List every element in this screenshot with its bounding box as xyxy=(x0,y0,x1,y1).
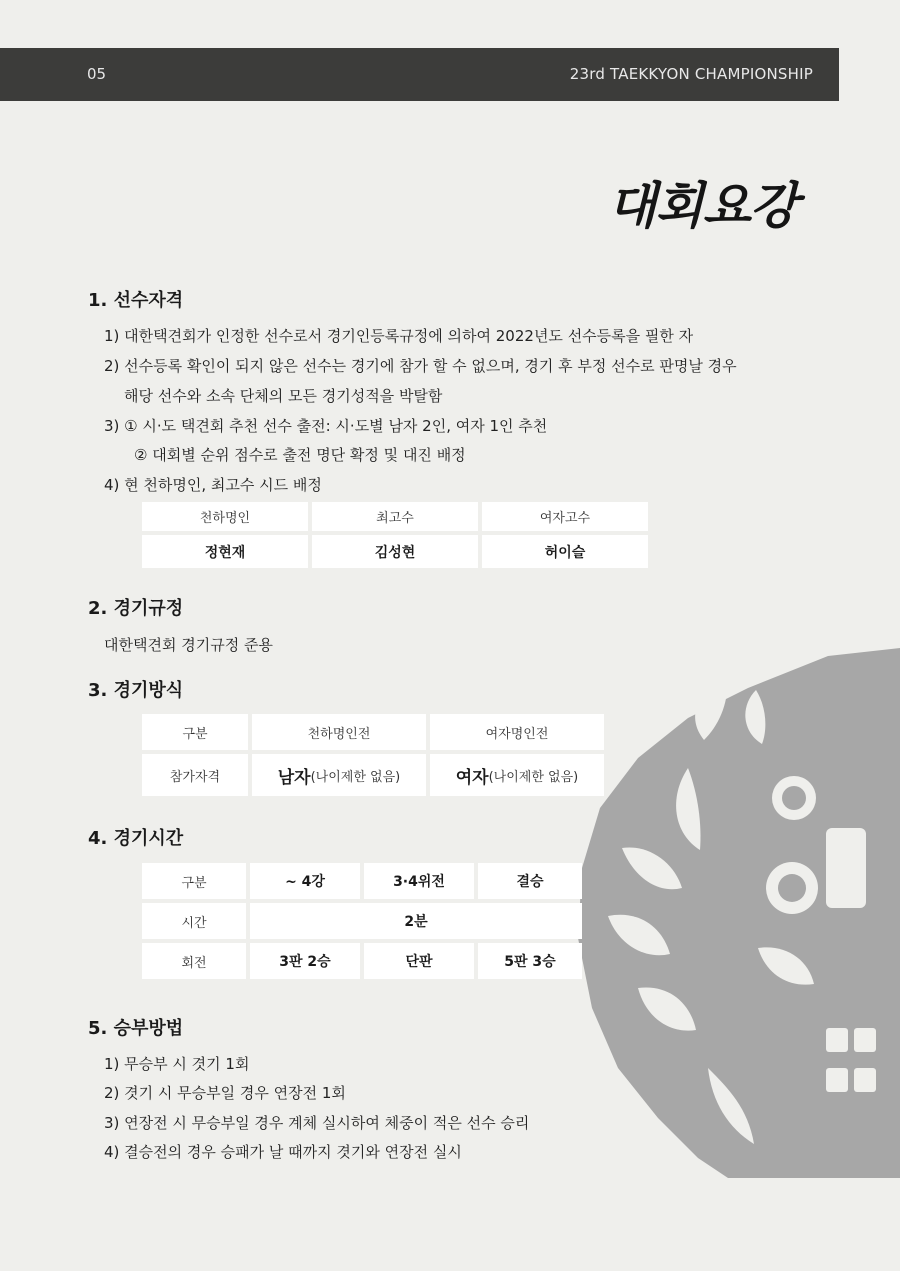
table-cell: 2분 xyxy=(250,903,582,939)
section5-line-1: 1) 무승부 시 겻기 1회 xyxy=(104,1055,250,1073)
page-header xyxy=(0,48,839,101)
mask-icon xyxy=(578,648,900,1178)
table-header-cell: 결승 xyxy=(478,863,582,899)
section4-title: 4. 경기시간 xyxy=(88,828,184,849)
section1-line-3: 해당 선수와 소속 단체의 모든 경기성적을 박탈함 xyxy=(124,387,443,405)
table-cell: 정현재 xyxy=(142,535,308,568)
section1-line-6: 4) 현 천하명인, 최고수 시드 배정 xyxy=(104,476,322,494)
section1-line-2: 2) 선수등록 확인이 되지 않은 선수는 경기에 참가 할 수 없으며, 경기 후 부정 선수로 판명날 경우 xyxy=(104,357,737,375)
section3-title: 3. 경기방식 xyxy=(88,680,184,701)
section1-title: 1. 선수자격 xyxy=(88,290,184,311)
section5-line-3: 3) 연장전 시 무승부일 경우 계체 실시하여 체중이 적은 선수 승리 xyxy=(104,1114,530,1132)
table-cell: 김성현 xyxy=(312,535,478,568)
table-header-cell: ~ 4강 xyxy=(250,863,360,899)
female-label: 여자 xyxy=(455,767,489,788)
table-cell xyxy=(252,754,426,796)
section5-title: 5. 승부방법 xyxy=(88,1018,184,1039)
section2-title: 2. 경기규정 xyxy=(88,598,184,619)
table-header-cell: 최고수 xyxy=(312,502,478,531)
section5-line-2: 2) 겻기 시 무승부일 경우 연장전 1회 xyxy=(104,1084,346,1102)
page-number: 05 xyxy=(87,65,107,83)
match-format-table xyxy=(142,714,604,796)
header-title: 23rd TAEKKYON CHAMPIONSHIP xyxy=(569,65,813,83)
table-header-cell: 여자고수 xyxy=(482,502,648,531)
male-note: (나이제한 없음) xyxy=(310,769,401,785)
table-cell: 3판 2승 xyxy=(250,943,360,979)
table-header-cell: 천하명인전 xyxy=(252,714,426,750)
seed-table xyxy=(142,502,648,568)
table-cell: 허이슬 xyxy=(482,535,648,568)
female-note: (나이제한 없음) xyxy=(488,769,579,785)
section1-line-5: ② 대회별 순위 점수로 출전 명단 확정 및 대진 배정 xyxy=(134,446,466,464)
table-cell xyxy=(430,754,604,796)
section2-text: 대한택견회 경기규정 준용 xyxy=(104,636,273,654)
table-header-cell: 천하명인 xyxy=(142,502,308,531)
table-header-cell: 구분 xyxy=(142,863,246,899)
match-time-table xyxy=(142,863,582,979)
table-row-label: 참가자격 xyxy=(142,754,248,796)
table-header-cell: 여자명인전 xyxy=(430,714,604,750)
table-cell: 5판 3승 xyxy=(478,943,582,979)
table-row-label: 시간 xyxy=(142,903,246,939)
table-row-label: 회전 xyxy=(142,943,246,979)
table-header-cell: 3·4위전 xyxy=(364,863,474,899)
section1-line-1: 1) 대한택견회가 인정한 선수로서 경기인등록규정에 의하여 2022년도 선수등록을 필한 자 xyxy=(104,327,694,345)
section5-line-4: 4) 결승전의 경우 승패가 날 때까지 겻기와 연장전 실시 xyxy=(104,1143,462,1161)
male-label: 남자 xyxy=(277,767,311,788)
section1-line-4: 3) ① 시·도 택견회 추천 선수 출전: 시·도별 남자 2인, 여자 1인 추천 xyxy=(104,417,548,435)
table-cell: 단판 xyxy=(364,943,474,979)
page-title: 대회요강 xyxy=(608,176,798,235)
table-header-cell: 구분 xyxy=(142,714,248,750)
